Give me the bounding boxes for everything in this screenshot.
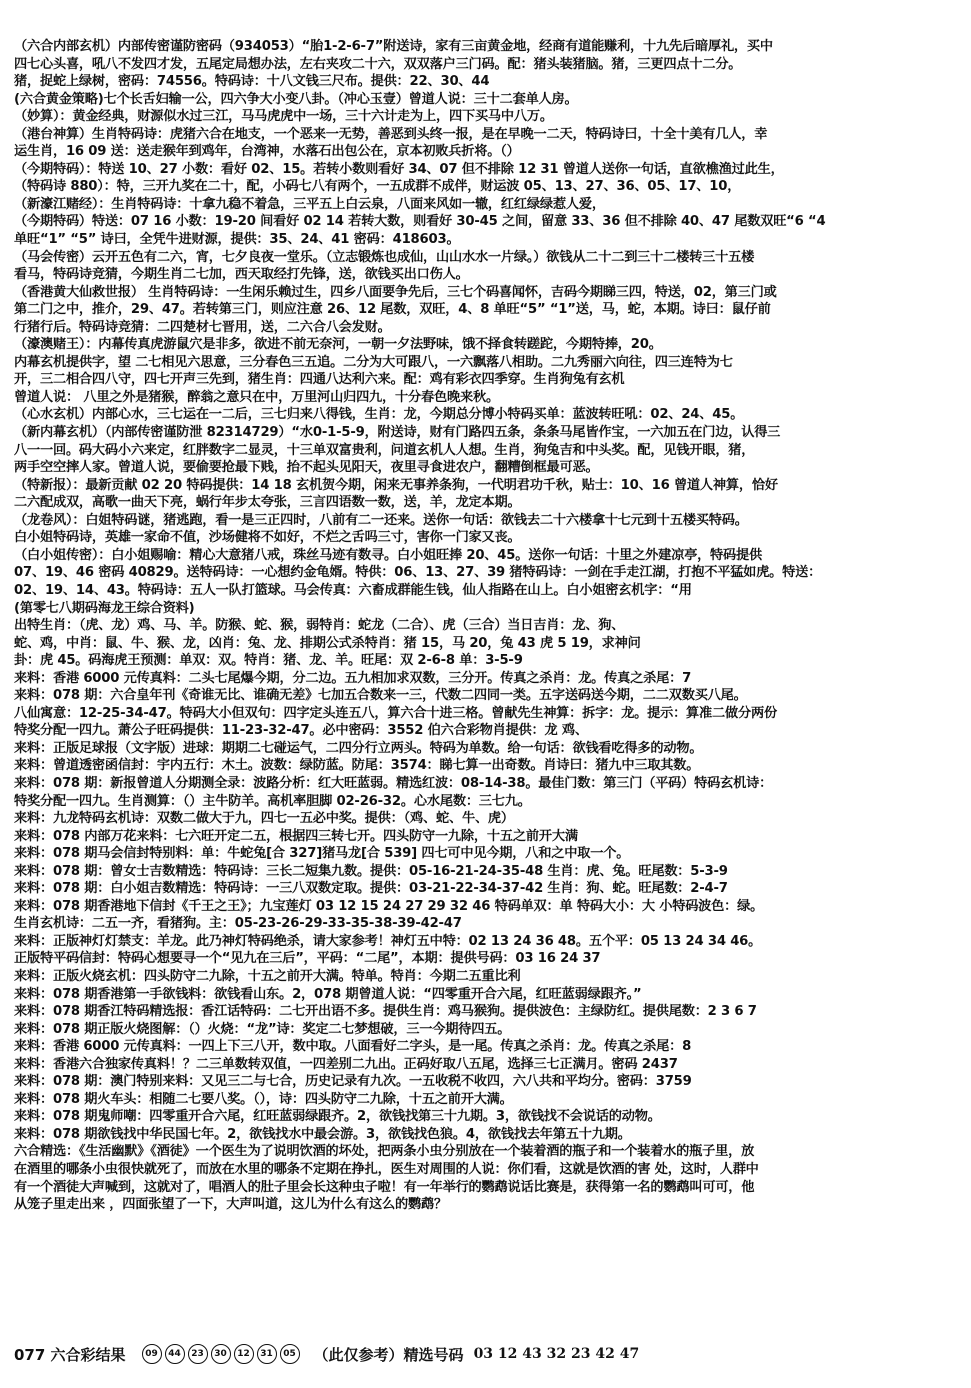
document-body (14, 38, 959, 1214)
text-line: 来料：正版神灯灯禁支：羊龙。此乃神灯特码绝杀，请大家参考！神灯五中特：02 13 24 36 48。五个平：05 13 24 34 46。 (14, 933, 762, 949)
text-line: 在酒里的哪条小虫很快就死了，而放在水里的哪条不定期在挣扎，医生对周围的人说：你们看，这就是饮酒的害 处，这时，人群中 (14, 1162, 759, 1177)
result-balls (142, 1344, 300, 1364)
text-line: （新濠江赌经）：生肖特码诗：十拿九稳不着急，三平五上白云泉，八面来风如一辙，红红绿绿惹人爱， (14, 196, 605, 212)
text-line: （白小姐传密）：白小姐赐喻：精心大意猪八戒，珠丝马迹有数寻。白小姐旺捧 20、45。送你一句话：十里之外建凉亭，特码提供 (14, 547, 763, 563)
text-line: 来料：078 期：曾女士吉数精选：特码诗：三长二短集九数。提供：05-16-21-24-35-48 生肖：虎、兔。旺尾数：5-3-9 (14, 863, 728, 879)
text-line: 单旺“1” “5” 诗曰，全凭牛进财源，提供：35、24、41 密码：418603。 (14, 232, 460, 248)
text-line: 二六配成双，高歌一曲天下亮，蜗行年步太夸张，三言四语数一数，送，羊，龙定本期。 (14, 495, 521, 511)
result-ball: 44 (165, 1344, 185, 1364)
result-ball: 30 (211, 1344, 231, 1364)
text-line: 四七心头喜，吼八不发四才发，五尾定局想办法，左右夹攻二十六，双双落户三门码。配：猪头装猪脑。猪，三更四点十二分。 (14, 56, 742, 72)
text-line: 来料：078 期鬼师嘲：四零重开合六尾，红旺蓝弱绿跟齐。2，欲钱找第三十九期。3，欲钱找不会说话的动物。 (14, 1109, 661, 1125)
text-line: 白小姐特码诗，英雄一家命不值，沙场健将不如好，不烂之舌吗三寸，害你一门家又丧。 (14, 530, 521, 546)
result-ball: 23 (188, 1344, 208, 1364)
text-line: 来料：078 期欲钱找中华民国七年。2，欲钱找水中最会游。3，欲钱找色狼。4，欲钱找去年第五十九期。 (14, 1126, 631, 1142)
text-line: 八一一回。码大码小六来定，红胖数字二显灵，十三单双富贵利，问道玄机人人想。生肖，狗兔吉和中头奖。配，见钱开眼，猪， (14, 442, 755, 458)
text-line: 来料：078 期：澳门特别来料：又见三二与七合，历史记录有九次。一五收税不收四，六八共和平均分。密码：3759 (14, 1074, 692, 1090)
text-line: （马会传密）云开五色有二六，宵，七夕良夜一堂乐。（立志锻炼也成仙，山山水水一片绿。）欲钱从二十二到三十二楼转三十五楼 (14, 249, 755, 265)
text-line: 内幕玄机提供字，望 二七相见六思意，三分春色三五追。二分为大可跟八，一六飘落八相助。二九秀丽六向往，四三连特为七 (14, 354, 733, 370)
text-line: 出特生肖：（虎、龙）鸡、马、羊。防猴、蛇、猴，弱特肖：蛇龙（二合）、虎（三合）当日吉肖：龙、狗、 (14, 618, 625, 634)
text-line: 六合精选：《生活幽默》《酒徒》一个医生为了说明饮酒的坏处，把两条小虫分别放在一个装着酒的瓶子和一个装着水的瓶子里，放 (14, 1144, 755, 1160)
text-line: 来料：078 期香港第一手欲钱料：欲钱看山东。2，078 期曾道人说：“四零重开合六尾，红旺蓝弱绿跟齐。” (14, 986, 642, 1002)
results-title: 077 六合彩结果 (14, 1345, 126, 1364)
text-line: （六合内部玄机）内部传密谨防密码（934053）“胎1-2-6-7”附送诗，家有三亩黄金地，经商有道能赚利，十九先后暗厚礼，买中 (14, 39, 773, 54)
text-line: 来料：九龙特码玄机诗：双数二做大于九，四七一五必中奖。提供：（鸡、蛇、牛、虎） (14, 811, 514, 827)
text-line: 特奖分配一四九。生肖测算：（）主牛防羊。高机率胆脚 02-26-32。心水尾数：三七九。 (14, 793, 531, 809)
text-line: 07、19、46 密码 40829。送特码诗：一心想约金龟婿。特供：06、13、27、39 猪特码诗：一剑在手走江湖，打抱不平猛如虎。特送： (14, 565, 822, 581)
text-line: 来料：078 期火车头：相随二七要八奖。（），诗：四头防守二九除，十五之前开大满。 (14, 1091, 513, 1107)
text-line: 来料：078 期：六合皇年刊《奇谁无比、谁确无差》七加五合数来一三，代数二四同一类。五字送码送今期，二二双数买八尾。 (14, 688, 747, 704)
text-line: （濠澳赌王）：内幕传真虎游鼠穴是非多，欲进不前无奈河，一朝一夕法野味，饿不择食转蹉跎，今期特捧，20。 (14, 337, 662, 353)
reference-note: （此仅参考）精选号码 (313, 1345, 464, 1364)
text-line: 运生肖，16 09 送：送走猴年到鸡年，台湾神，水落石出包公在，京本初败兵折将。（） (14, 144, 520, 160)
text-line: (六合黄金策略)七个长舌妇输一公，四六争大小变八卦。（冲心玉壹）曾道人说：三十二套单人房。 (14, 91, 578, 107)
text-line: 来料：正版足球报（文字版）进球：期期二七碰运气，二四分行立两头。特码为单数。给一句话：欲钱看吃得多的动物。 (14, 740, 703, 756)
text-line: 来料：正版火烧玄机：四头防守二九除，十五之前开大满。特单。特肖：今期二五重比利 (14, 968, 521, 984)
text-line: 第二门之中，推介，29、47。若转第三门，则应注意 26、12 尾数，双旺，4、8 单旺“5” “1”送，马，蛇，本期。诗曰：鼠仔前 (14, 302, 771, 318)
text-line: 来料：曾道透密函信封：宇内五行：木土。波数：绿防蓝。防尾：3574：睇七算一出奇数。肖诗曰：猪九中三取其数。 (14, 758, 700, 774)
selected-numbers: 03 12 43 32 23 42 47 (473, 1346, 640, 1362)
text-line: 两手空空摔人家。曾道人说，要偷要抢最下贱，抬不起头见阳天，夜里寻食进农户，翻糟倒框最可恶。 (14, 460, 599, 476)
text-line: 看马，特码诗竞猜，今期生肖二七加，西天取经打先锋，送，欲钱买出口伤人。 (14, 267, 469, 283)
text-line: （龙卷风）：白姐特码谜，猪逃跑，看一是三正四时，八前有二一还来。送你一句话：欲钱去二十六楼拿十七元到十五楼买特码。 (14, 512, 748, 528)
text-line: 来料：078 期：白小姐吉数精选：特码诗：一三八双数定取。提供：03-21-22-34-37-42 生肖：狗、蛇。旺尾数：2-4-7 (14, 881, 728, 897)
text-line: （特码诗 880）：特，三开九奖在二十，配，小码七八有两个，一五成群不成伴，财运波 05、13、27、36、05、17、10， (14, 179, 741, 195)
text-line: 来料：078 期正版火烧图解：（）火烧：“龙”诗：奖定二七梦想破，三一今期待四五。 (14, 1021, 511, 1037)
text-line: 来料：078 期马会信封特别料：单：牛蛇兔[合 327]猪马龙[合 539] 四七可中见今期，八和之中取一个。 (14, 846, 630, 862)
result-ball: 31 (257, 1344, 277, 1364)
text-line: （香港黄大仙救世报） 生肖特码诗：一生闲乐赖过生，四乡八面要争先后，三七个码喜闻怀，吉码今期睇三四，特送，02，第三门或 (14, 284, 777, 300)
result-ball: 05 (280, 1344, 300, 1364)
text-line: （心水玄机）内部心水，三七运在一二后，三七归来八得钱，生肖：龙，今期总分博小特码买单：蓝波转旺吼：02、24、45。 (14, 407, 744, 423)
text-line: 行猪行后。特码诗竞猜：二四楚材七晋用，送，二六合八会发财。 (14, 319, 391, 335)
result-ball: 12 (234, 1344, 254, 1364)
text-line: 来料：078 期香江特码精选报：香江话特码：二七开出语不多。提供生肖：鸡马猴狗。提供波色：主绿防红。提供尾数：2 3 6 7 (14, 1004, 757, 1020)
text-line: 开，三二相合四八守，四七开声三先到，猪生肖：四通八达利六来。配：鸡有彩衣四季穿。生肖狗兔有玄机 (14, 372, 625, 388)
text-line: 特奖分配一四九。萧公子旺码提供：11-23-32-47。必中密码：3552 伯六合彩物肖提供：龙 鸡、 (14, 723, 588, 739)
text-line: （港台神算）生肖特码诗：虎猪六合在地支，一个恶来一无势，善恶到头终一报，是在早晚一二天，特码诗曰，十全十美有几人，幸 (14, 126, 768, 142)
text-line: 生肖玄机诗：二五一齐，看猪狗。主：05-23-26-29-33-35-38-39-42-47 (14, 916, 462, 932)
text-line: （妙算）：黄金经典，财源似水过三江，马马虎虎中一场，三十六计走为上，四下买马中八万。 (14, 109, 553, 125)
results-footer (14, 1336, 959, 1372)
text-line: （今期特码）：特送 10、27 小数：看好 02、15。若转小数则看好 34、07 但不排除 12 31 曾道人送你一句话，直欲樵渔过此生， (14, 161, 784, 177)
text-line: 来料：078 内部万花来料：七六旺开定二五，根据四三转七开。四头防守一九除，十五之前开大满 (14, 828, 578, 844)
result-ball: 09 (142, 1344, 162, 1364)
text-line: (第零七八期码海龙王综合资料) (14, 600, 195, 616)
text-line: （今期特码）特送：07 16 小数：19-20 间看好 02 14 若转大数，则看好 30-45 之间，留意 33、36 但不排除 40、47 尾数双旺“6 “4 (14, 214, 826, 230)
text-line: 有一个酒徒大声喊到，这就对了，唱酒人的肚子里会长这种虫子啦！有一年举行的鹦鹉说话比赛是，获得第一名的鹦鹉叫可可，他 (14, 1179, 755, 1195)
text-line: 八仙寓意：12-25-34-47。特码大小但双句：四字定头连五八，算六合十进三格。曾献先生神算：拆字：龙。提示：算准二做分两份 (14, 705, 777, 721)
text-line: 曾道人说： 八里之外是猪猴，醉翁之意只在中，万里河山归四九，十分春色晚来秋。 (14, 389, 499, 405)
text-line: 蛇、鸡，中肖：鼠、牛、猴、龙，凶肖：兔、龙、排期公式杀特肖：猪 15，马 20，兔 43 虎 5 19，求神问 (14, 635, 641, 651)
text-line: 来料：香港六合独家传真料！？二三单数转双值，一四差别二九出。正码好取八五尾，选择三七正满月。密码 2437 (14, 1056, 678, 1072)
text-line: 来料：078 期：新报曾道人分期测全录：波路分析：红大旺蓝弱。精选红波：08-14-38。最佳门数：第三门（平码）特码玄机诗： (14, 775, 773, 791)
text-line: （特新报）：最新贡献 02 20 特码提供：14 18 玄机贺今期，闲来无事养条狗，一代明君功千秋，贴士：10、16 曾道人神算，恰好 (14, 477, 778, 493)
text-line: 卦：虎 45。码海虎王预测：单双：双。特肖：猪、龙、羊。旺尾：双 2-6-8 单：3-5-9 (14, 653, 523, 669)
text-line: 来料：078 期香港地下信封《千王之王》；九宝莲灯 03 12 15 24 27 29 32 46 特码单双：单 特码大小：大 小特码波色：绿。 (14, 898, 764, 914)
text-line: （新内幕玄机）（内部传密谨防泄 82314729）“水0-1-5-9，附送诗，财有门路四五条，条条马尾皆作宝，一六加五在门边，认得三 (14, 425, 781, 441)
text-line: 来料：香港 6000 元传真料：二头七尾爆今期，分二边。五九相加求双数，三分开。传真之杀肖：龙。传真之杀尾：7 (14, 670, 692, 686)
text-line: 正版特平码信封：特码心想要寻一个“见九在三后”，平码：“二尾”，本期：提供号码：03 16 24 37 (14, 951, 601, 967)
text-line: 02、19、14、43。特码诗：五人一队打篮球。马会传真：六畜成群能生钱，仙人指路在山上。白小姐密玄机字：“用 (14, 582, 692, 598)
text-line: 来料：香港 6000 元传真料：一四上下三八开，数中取。八面看好二字头，是一尾。传真之杀肖：龙。传真之杀尾：8 (14, 1039, 692, 1055)
text-line: 从笼子里走出来 ，四面张望了一下，大声叫道，这儿为什么有这么的鹦鹉？ (14, 1197, 447, 1213)
text-line: 猪，捉蛇上绿树，密码：74556。特码诗：十八文钱三尺布。提供：22、30、44 (14, 74, 490, 90)
